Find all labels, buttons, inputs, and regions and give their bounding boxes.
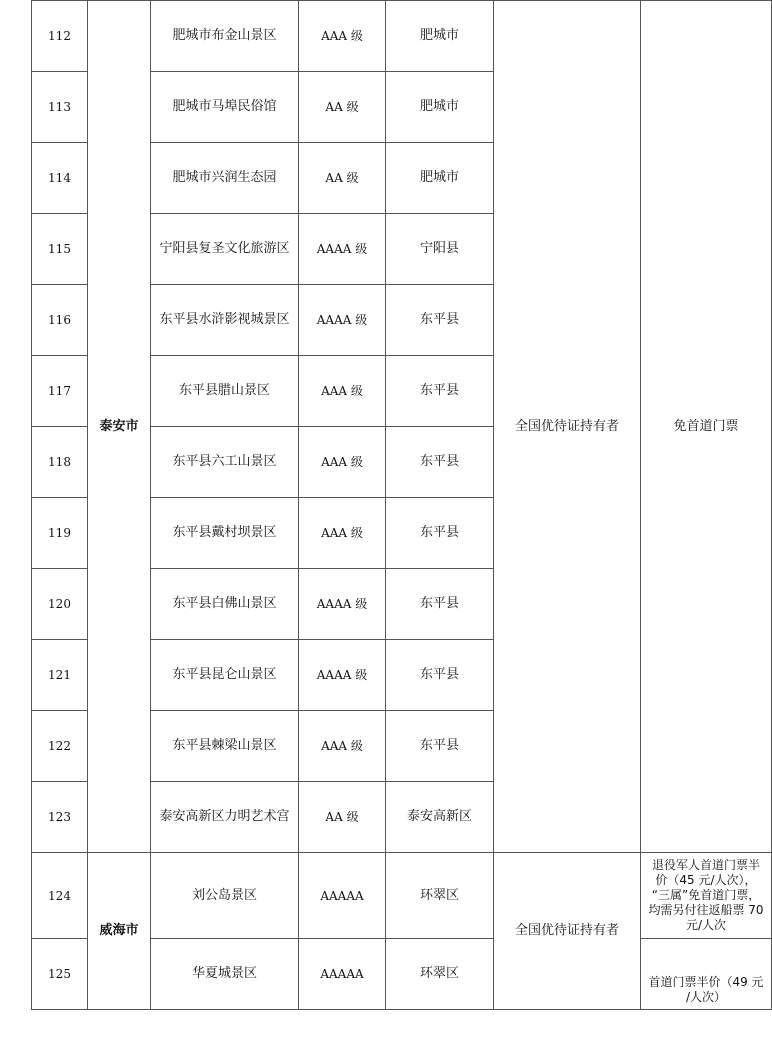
- district-cell: 东平县: [386, 711, 494, 782]
- district-cell: 肥城市: [386, 1, 494, 72]
- scenic-level: AAA 级: [299, 1, 386, 72]
- policy-cell: 免首道门票: [641, 1, 772, 853]
- policy-line: /人次）: [685, 990, 727, 1004]
- scenic-spot-name: 东平县六工山景区: [151, 427, 299, 498]
- scenic-spot-name: 东平县白佛山景区: [151, 569, 299, 640]
- district-cell: 肥城市: [386, 143, 494, 214]
- table-row: [32, 853, 772, 939]
- row-number: 121: [32, 640, 88, 711]
- eligibility-cell: 全国优待证持有者: [494, 1, 641, 853]
- scenic-spot-name: 刘公岛景区: [151, 853, 299, 939]
- district-cell: 东平县: [386, 569, 494, 640]
- row-number: 119: [32, 498, 88, 569]
- scenic-level: AAA 级: [299, 498, 386, 569]
- district-cell: 东平县: [386, 285, 494, 356]
- policy-line: 均需另付往返船票 70: [648, 903, 764, 917]
- scenic-spot-name: 华夏城景区: [151, 939, 299, 1010]
- scenic-spot-name: 肥城市马埠民俗馆: [151, 72, 299, 143]
- scenic-spot-name: 东平县昆仑山景区: [151, 640, 299, 711]
- policy-line: “三属”免首道门票，: [651, 888, 761, 902]
- table-sheet: [31, 0, 764, 1012]
- policy-line: 退役军人首道门票半: [651, 858, 760, 872]
- district-cell: 环翠区: [386, 853, 494, 939]
- city-cell: 泰安市: [88, 1, 151, 853]
- scenic-spot-name: 东平县腊山景区: [151, 356, 299, 427]
- scenic-level: AAAAA: [299, 853, 386, 939]
- row-number: 123: [32, 782, 88, 853]
- row-number: 125: [32, 939, 88, 1010]
- scenic-level: AAA 级: [299, 356, 386, 427]
- scenic-level: AAA 级: [299, 427, 386, 498]
- scenic-level: AA 级: [299, 143, 386, 214]
- row-number: 114: [32, 143, 88, 214]
- district-cell: 东平县: [386, 427, 494, 498]
- policy-line: 元/人次: [685, 918, 727, 932]
- policy-line: 首道门票半价（49 元: [648, 975, 764, 989]
- eligibility-cell: 全国优待证持有者: [494, 853, 641, 1010]
- row-number: 116: [32, 285, 88, 356]
- row-number: 117: [32, 356, 88, 427]
- scenic-spot-name: 肥城市兴润生态园: [151, 143, 299, 214]
- scenic-spot-name: 泰安高新区力明艺术宫: [151, 782, 299, 853]
- scenic-spot-table: [31, 0, 772, 1010]
- policy-cell: [641, 939, 772, 1010]
- city-cell: 威海市: [88, 853, 151, 1010]
- scenic-level: AA 级: [299, 72, 386, 143]
- scenic-level: AAA 级: [299, 711, 386, 782]
- scenic-level: AAAAA: [299, 939, 386, 1010]
- scenic-spot-name: 宁阳县复圣文化旅游区: [151, 214, 299, 285]
- scenic-level: AAAA 级: [299, 569, 386, 640]
- policy-cell: [641, 853, 772, 939]
- district-cell: 肥城市: [386, 72, 494, 143]
- row-number: 112: [32, 1, 88, 72]
- row-number: 120: [32, 569, 88, 640]
- district-cell: 东平县: [386, 498, 494, 569]
- row-number: 124: [32, 853, 88, 939]
- row-number: 113: [32, 72, 88, 143]
- scenic-level: AAAA 级: [299, 214, 386, 285]
- row-number: 118: [32, 427, 88, 498]
- scenic-spot-name: 东平县棘梁山景区: [151, 711, 299, 782]
- district-cell: 东平县: [386, 356, 494, 427]
- row-number: 122: [32, 711, 88, 782]
- district-cell: 泰安高新区: [386, 782, 494, 853]
- table-row: [32, 1, 772, 72]
- district-cell: 东平县: [386, 640, 494, 711]
- row-number: 115: [32, 214, 88, 285]
- scenic-spot-name: 东平县水浒影视城景区: [151, 285, 299, 356]
- scenic-level: AAAA 级: [299, 640, 386, 711]
- scenic-level: AA 级: [299, 782, 386, 853]
- district-cell: 环翠区: [386, 939, 494, 1010]
- district-cell: 宁阳县: [386, 214, 494, 285]
- policy-line: 价（45 元/人次），: [655, 873, 757, 887]
- scenic-spot-name: 东平县戴村坝景区: [151, 498, 299, 569]
- scenic-level: AAAA 级: [299, 285, 386, 356]
- scenic-spot-name: 肥城市布金山景区: [151, 1, 299, 72]
